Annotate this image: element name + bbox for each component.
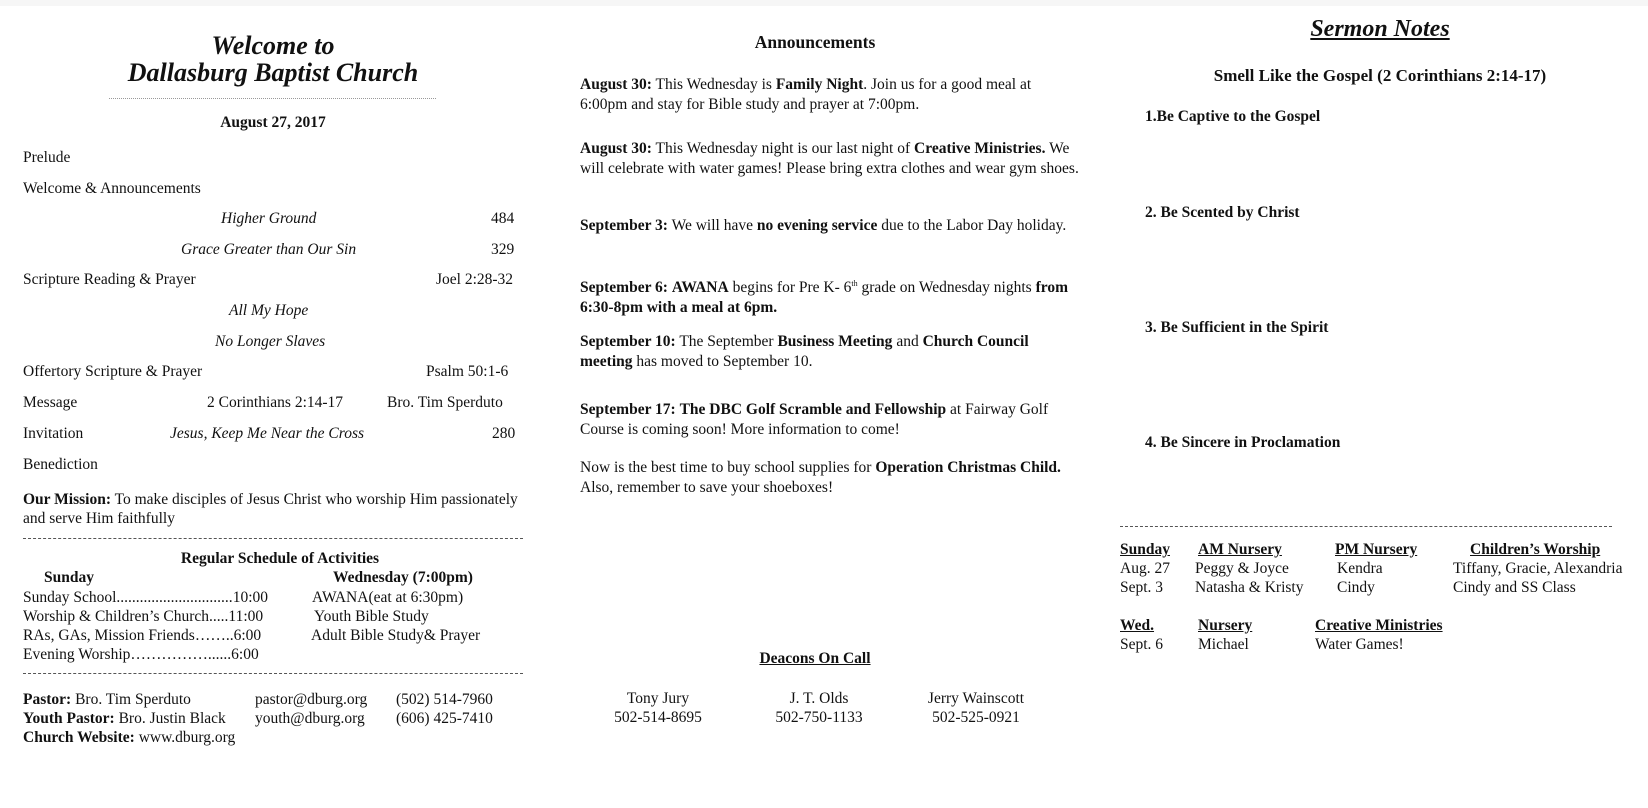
mission-statement: [23, 490, 523, 528]
wed-header-nursery: Nursery: [1198, 617, 1253, 634]
nursery-header-sunday: Sunday: [1120, 541, 1170, 558]
announcement-date: September 6:: [580, 279, 668, 297]
staff-phones: [396, 690, 493, 728]
section-divider: [23, 538, 523, 539]
message-speaker: Bro. Tim Sperduto: [387, 394, 503, 411]
announcement-text: begins for Pre K- 6: [732, 279, 852, 297]
announcement-highlight: Family Night: [775, 76, 864, 93]
announcement-operation-christmas-child: [580, 458, 1080, 497]
announcement-date: August 30:: [580, 140, 652, 157]
announcement-text: This Wednesday night is our last night of: [655, 140, 911, 157]
invitation-hymn: Jesus, Keep Me Near the Cross: [170, 425, 365, 442]
list-item: [23, 626, 268, 645]
church-welcome-title: [0, 32, 546, 86]
table-cell: Tiffany, Gracie, Alexandria: [1453, 560, 1623, 577]
deacon-phone: 502-750-1133: [775, 709, 863, 726]
table-cell: Natasha & Kristy: [1195, 579, 1304, 596]
sermon-point: 4. Be Sincere in Proclamation: [1145, 434, 1341, 451]
announcement-text: at Fairway Golf Course is coming soon! More information to come!: [580, 401, 1049, 438]
message-reference: 2 Corinthians 2:14-17: [207, 394, 344, 411]
announcement-date: August 30:: [580, 76, 652, 93]
table-cell: Peggy & Joyce: [1195, 560, 1289, 577]
deacon-name: J. T. Olds: [789, 690, 849, 707]
announcement-highlight: The DBC Golf Scramble and Fellowship: [679, 401, 947, 418]
activity-time: 11:00: [228, 608, 264, 625]
welcome-line: Welcome to: [211, 31, 335, 60]
song-all-my-hope: All My Hope: [229, 302, 309, 319]
pastor-label: Pastor:: [23, 691, 72, 708]
pastor-name: Bro. Tim Sperduto: [75, 691, 191, 708]
sermon-subtitle: Smell Like the Gospel (2 Corinthians 2:14-17): [1213, 66, 1547, 85]
deacon-name: Tony Jury: [626, 690, 690, 707]
announcement-family-night: [580, 75, 1080, 114]
sermon-point: 3. Be Sufficient in the Spirit: [1145, 319, 1329, 336]
order-welcome-announcements: Welcome & Announcements: [23, 180, 201, 197]
activity-label: Evening Worship……………......: [23, 646, 232, 663]
table-cell: Water Games!: [1315, 636, 1404, 653]
list-item: Youth Bible Study: [314, 608, 429, 625]
announcement-business-meeting: [580, 332, 1080, 371]
announcement-highlight: Business Meeting: [777, 333, 893, 350]
title-divider: [109, 98, 436, 99]
deacon-phone: 502-525-0921: [932, 709, 1020, 726]
announcement-text: has moved to September 10.: [636, 352, 813, 370]
schedule-title: Regular Schedule of Activities: [180, 550, 380, 567]
hymn-grace-greater: Grace Greater than Our Sin: [181, 241, 357, 258]
announcement-highlight: AWANA: [671, 279, 729, 297]
announcement-date: September 17:: [580, 401, 676, 418]
youth-pastor-row: [23, 709, 235, 728]
deacon-card: [901, 689, 1051, 727]
announcement-text: grade on Wednesday nights: [861, 279, 1032, 297]
youth-pastor-phone: (606) 425-7410: [396, 710, 493, 727]
table-cell: Cindy and SS Class: [1453, 579, 1576, 596]
wed-header-creative-ministries: Creative Ministries: [1315, 617, 1443, 634]
nursery-header-childrens-worship: Children’s Worship: [1470, 541, 1601, 558]
church-name: Dallasburg Baptist Church: [127, 58, 419, 87]
announcement-golf-scramble: [580, 400, 1080, 439]
announcement-text: and: [896, 333, 919, 350]
deacon-phone: 502-514-8695: [614, 709, 702, 726]
schedule-sunday-list: [23, 588, 268, 664]
mission-text: To make disciples of Jesus Christ who worship Him passionately and serve Him faithfully: [23, 491, 518, 527]
staff-emails: [255, 690, 367, 728]
deacon-card: [583, 689, 733, 727]
announcement-text: This Wednesday is: [655, 76, 772, 93]
ordinal-suffix: th: [851, 279, 858, 288]
announcement-awana: [580, 274, 1080, 317]
activity-label: RAs, GAs, Mission Friends……..: [23, 627, 234, 644]
announcement-date: September 3:: [580, 217, 668, 234]
schedule-wednesday-header: Wednesday (7:00pm): [333, 569, 473, 586]
nursery-header-pm: PM Nursery: [1335, 541, 1418, 558]
announcement-date: September 10:: [580, 333, 676, 350]
announcement-text: We will celebrate with water games! Please bring extra clothes and wear gym shoes.: [580, 140, 1079, 177]
order-scripture-reading: Scripture Reading & Prayer: [23, 271, 196, 288]
hymn-number: 329: [491, 241, 515, 258]
page-top-edge: [0, 0, 1648, 6]
mission-label: Our Mission:: [23, 491, 111, 508]
order-invitation: Invitation: [23, 425, 84, 442]
order-benediction: Benediction: [23, 456, 98, 473]
announcement-highlight: Church Council meeting: [580, 333, 1029, 370]
hymn-higher-ground: Higher Ground: [221, 210, 317, 227]
activity-time: 10:00: [232, 589, 268, 606]
table-cell: Sept. 3: [1120, 579, 1164, 596]
deacon-card: [744, 689, 894, 727]
pastor-phone: (502) 514-7960: [396, 691, 493, 708]
list-item: AWANA(eat at 6:30pm): [312, 589, 464, 606]
youth-pastor-label: Youth Pastor:: [23, 710, 115, 727]
list-item: Adult Bible Study& Prayer: [311, 627, 481, 644]
announcement-text: . Join us for a good meal at 6:00pm and stay for Bible study and prayer at 7:00pm.: [580, 76, 1032, 113]
deacons-on-call-title: Deacons On Call: [759, 650, 871, 667]
deacon-name: Jerry Wainscott: [927, 690, 1025, 707]
website-label: Church Website:: [23, 729, 135, 746]
announcement-creative-ministries: [580, 139, 1080, 178]
youth-pastor-name: Bro. Justin Black: [118, 710, 226, 727]
order-offertory: Offertory Scripture & Prayer: [23, 363, 203, 380]
announcement-highlight: Operation Christmas Child.: [875, 459, 1061, 476]
announcements-title: Announcements: [754, 32, 876, 52]
announcement-text: Also, remember to save your shoeboxes!: [580, 478, 834, 496]
youth-pastor-email[interactable]: youth@dburg.org: [255, 710, 365, 727]
staff-contacts: [23, 690, 235, 747]
pastor-email[interactable]: pastor@dburg.org: [255, 691, 368, 708]
hymn-number: 280: [492, 425, 516, 442]
announcement-highlight: no evening service: [756, 217, 878, 234]
website-row: [23, 728, 235, 747]
bulletin-date: August 27, 2017: [220, 114, 326, 131]
pastor-row: [23, 690, 235, 709]
activity-label: Sunday School..............................: [23, 589, 233, 606]
list-item: [23, 588, 268, 607]
announcement-text: The September: [679, 333, 774, 350]
announcement-highlight: from 6:30-8pm with a meal at 6pm.: [580, 279, 1069, 316]
table-cell: Sept. 6: [1120, 636, 1164, 653]
table-cell: Michael: [1198, 636, 1249, 653]
announcement-text: Now is the best time to buy school supplies for: [580, 459, 872, 476]
order-prelude: Prelude: [23, 149, 71, 166]
activity-time: 6:00: [231, 646, 259, 663]
schedule-sunday-header: Sunday: [44, 569, 94, 586]
nursery-header-am: AM Nursery: [1198, 541, 1282, 558]
website-link[interactable]: www.dburg.org: [138, 729, 236, 746]
announcement-highlight: Creative Ministries.: [914, 140, 1046, 157]
table-cell: Kendra: [1337, 560, 1383, 577]
announcement-text: due to the Labor Day holiday.: [881, 217, 1067, 234]
sermon-point: 2. Be Scented by Christ: [1145, 204, 1300, 221]
list-item: [23, 645, 268, 664]
song-no-longer-slaves: No Longer Slaves: [215, 333, 326, 350]
sermon-notes-title: Sermon Notes: [1310, 16, 1450, 42]
offertory-reference: Psalm 50:1-6: [426, 363, 509, 380]
activity-label: Worship & Children’s Church.....: [23, 608, 229, 625]
order-message: Message: [23, 394, 78, 411]
list-item: [23, 607, 268, 626]
section-divider: [1120, 526, 1612, 527]
section-divider: [23, 673, 523, 674]
schedule-wednesday-list: [312, 588, 480, 645]
sermon-point: 1.Be Captive to the Gospel: [1145, 108, 1321, 125]
scripture-reference: Joel 2:28-32: [436, 271, 514, 288]
hymn-number: 484: [491, 210, 515, 227]
activity-time: 6:00: [233, 627, 262, 644]
wed-header-day: Wed.: [1120, 617, 1155, 634]
announcement-text: We will have: [671, 217, 753, 234]
announcement-labor-day: [580, 216, 1080, 236]
table-cell: Cindy: [1337, 579, 1375, 596]
table-cell: Aug. 27: [1120, 560, 1170, 577]
